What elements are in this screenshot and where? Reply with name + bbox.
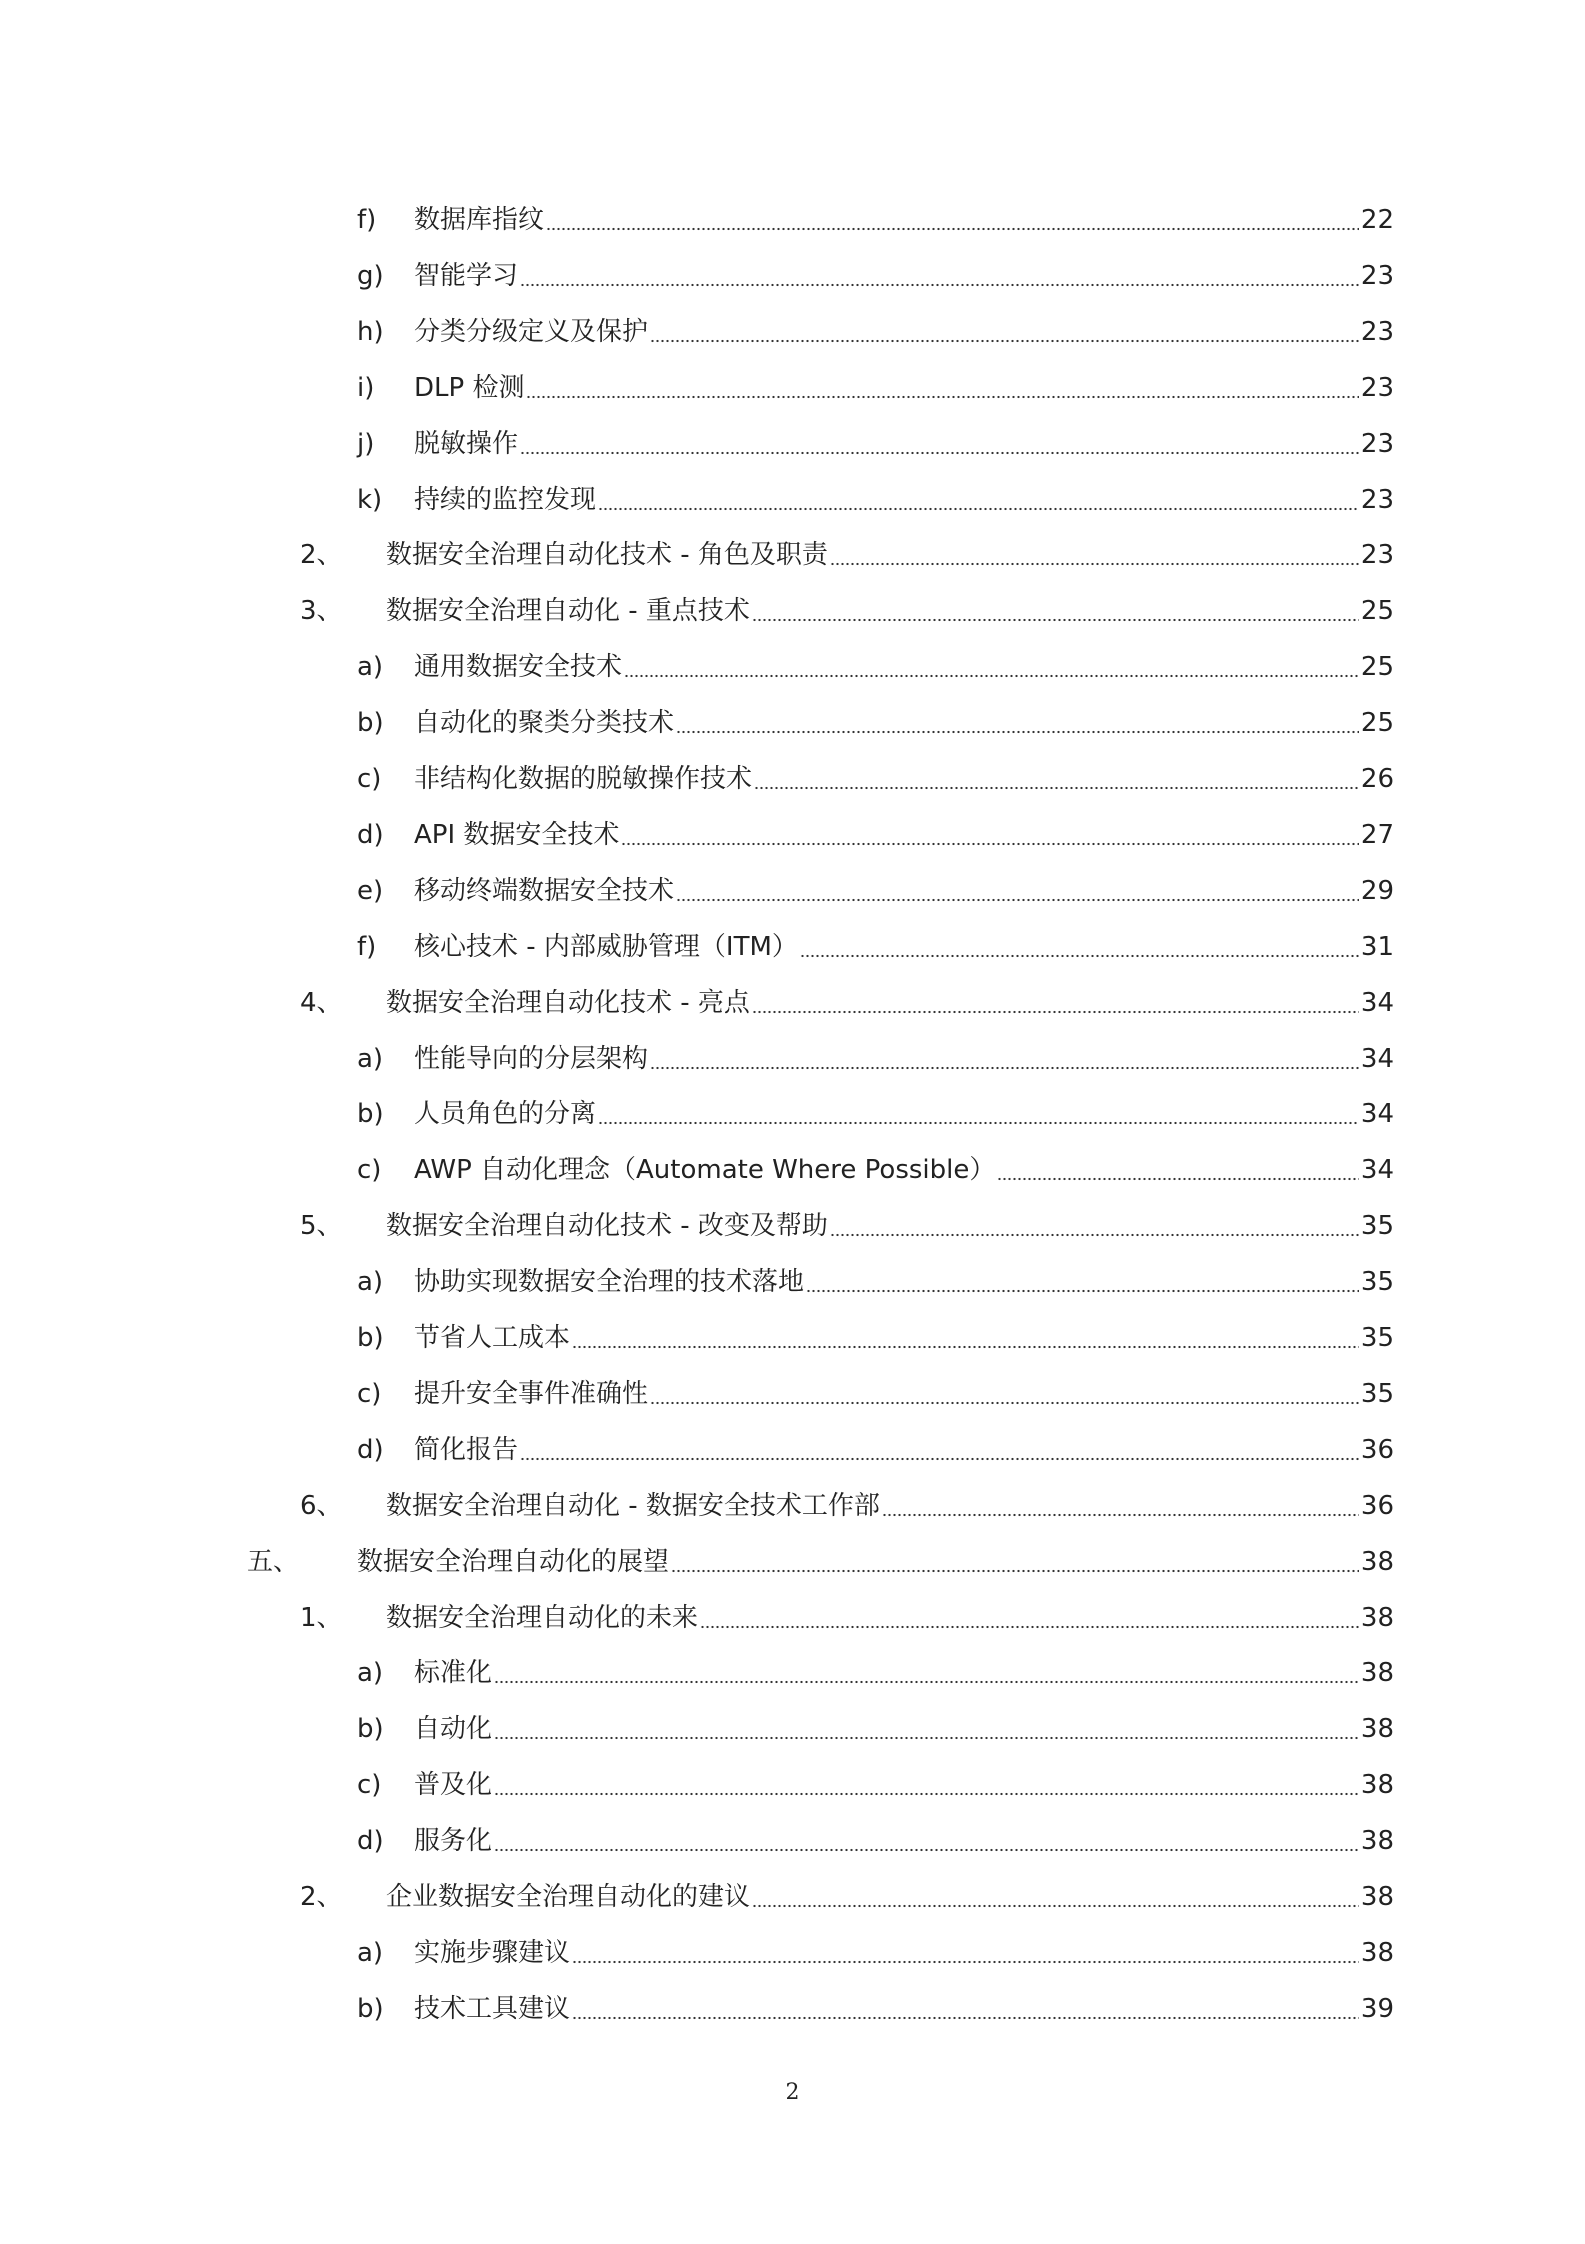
toc-entry-title: 数据安全治理自动化技术 - 亮点 bbox=[386, 987, 750, 1018]
toc-entry-page: 35 bbox=[1360, 1378, 1394, 1409]
toc-dot-leader bbox=[598, 1121, 1359, 1125]
toc-entry[interactable] bbox=[357, 1318, 1394, 1358]
toc-entry-number: b) bbox=[357, 1714, 384, 1745]
toc-entry-title: 数据安全治理自动化技术 - 改变及帮助 bbox=[386, 1211, 828, 1242]
toc-entry-number: c) bbox=[357, 1770, 382, 1801]
toc-entry-title: 实施步骤建议 bbox=[414, 1937, 571, 1968]
toc-entry-page: 26 bbox=[1360, 764, 1394, 794]
toc-entry-number: a) bbox=[357, 1658, 384, 1689]
toc-entry-page: 35 bbox=[1360, 1211, 1394, 1242]
toc-entry-page: 38 bbox=[1360, 1714, 1394, 1745]
toc-entry[interactable] bbox=[357, 1821, 1394, 1861]
toc-entry[interactable] bbox=[300, 535, 1394, 575]
toc-entry-page: 38 bbox=[1360, 1602, 1394, 1633]
toc-entry-page: 25 bbox=[1360, 652, 1394, 683]
toc-entry-title: 人员角色的分离 bbox=[414, 1099, 597, 1130]
toc-entry-page: 36 bbox=[1360, 1490, 1394, 1521]
toc-dot-leader bbox=[598, 507, 1359, 511]
toc-entry-page: 23 bbox=[1360, 260, 1394, 291]
toc-dot-leader bbox=[526, 395, 1358, 399]
toc-dot-leader bbox=[650, 339, 1359, 343]
toc-entry[interactable] bbox=[357, 1430, 1394, 1470]
toc-entry-number: f) bbox=[357, 931, 377, 962]
toc-entry-page: 34 bbox=[1360, 1043, 1394, 1074]
toc-entry-page: 23 bbox=[1360, 540, 1394, 571]
toc-dot-leader bbox=[494, 1848, 1359, 1852]
toc-entry-page: 34 bbox=[1360, 987, 1394, 1018]
toc-dot-leader bbox=[806, 1289, 1359, 1293]
toc-entry[interactable] bbox=[300, 591, 1394, 631]
toc-entry-page: 39 bbox=[1360, 1993, 1394, 2024]
toc-entry-number: 五、 bbox=[247, 1546, 300, 1577]
toc-entry-number: j) bbox=[357, 428, 375, 459]
toc-entry-page: 38 bbox=[1360, 1937, 1394, 1968]
toc-entry-number: 5、 bbox=[300, 1211, 343, 1242]
toc-entry-page: 34 bbox=[1360, 1099, 1394, 1130]
toc-entry-page: 27 bbox=[1360, 819, 1394, 850]
toc-entry-page: 23 bbox=[1360, 428, 1394, 459]
toc-entry-title: 数据安全治理自动化技术 - 角色及职责 bbox=[386, 540, 828, 571]
toc-dot-leader bbox=[572, 2016, 1359, 2020]
toc-entry-title: 非结构化数据的脱敏操作技术 bbox=[414, 764, 753, 794]
toc-entry-title: 技术工具建议 bbox=[414, 1993, 571, 2024]
toc-entry-number: b) bbox=[357, 1323, 384, 1353]
toc-entry[interactable] bbox=[357, 1262, 1394, 1302]
toc-entry[interactable] bbox=[357, 759, 1394, 799]
toc-entry-title: 协助实现数据安全治理的技术落地 bbox=[414, 1267, 805, 1298]
toc-entry-number: c) bbox=[357, 1155, 382, 1186]
toc-entry-title: DLP 检测 bbox=[414, 372, 525, 403]
toc-entry-number: g) bbox=[357, 260, 384, 291]
toc-entry-title: 简化报告 bbox=[414, 1434, 519, 1465]
toc-entry-number: h) bbox=[357, 316, 384, 347]
toc-entry[interactable] bbox=[357, 1709, 1394, 1749]
toc-entry-title: 核心技术 - 内部威胁管理（ITM） bbox=[414, 931, 798, 962]
toc-entry-title: 性能导向的分层架构 bbox=[414, 1043, 649, 1074]
toc-entry[interactable] bbox=[300, 1206, 1394, 1246]
toc-dot-leader bbox=[752, 1010, 1359, 1014]
toc-dot-leader bbox=[572, 1345, 1359, 1349]
toc-entry-page: 25 bbox=[1360, 596, 1394, 627]
toc-entry-number: d) bbox=[357, 1434, 384, 1465]
toc-entry-number: a) bbox=[357, 652, 384, 683]
toc-entry-number: a) bbox=[357, 1937, 384, 1968]
toc-dot-leader bbox=[671, 1569, 1359, 1573]
toc-dot-leader bbox=[572, 1960, 1359, 1964]
toc-dot-leader bbox=[997, 1177, 1359, 1181]
toc-dot-leader bbox=[494, 1792, 1359, 1796]
toc-entry[interactable] bbox=[357, 815, 1394, 855]
toc-entry-number: k) bbox=[357, 484, 383, 515]
toc-dot-leader bbox=[650, 1401, 1359, 1405]
toc-entry-number: d) bbox=[357, 1826, 384, 1857]
toc-entry-page: 29 bbox=[1360, 875, 1394, 906]
toc-dot-leader bbox=[621, 842, 1359, 846]
toc-dot-leader bbox=[800, 954, 1359, 958]
toc-entry[interactable] bbox=[357, 1039, 1394, 1079]
toc-entry-title: 自动化的聚类分类技术 bbox=[414, 708, 675, 739]
toc-dot-leader bbox=[520, 1457, 1359, 1461]
toc-entry[interactable] bbox=[357, 200, 1394, 240]
toc-entry-number: a) bbox=[357, 1267, 384, 1298]
toc-entry-page: 23 bbox=[1360, 484, 1394, 515]
toc-entry-title: AWP 自动化理念（Automate Where Possible） bbox=[414, 1155, 996, 1186]
toc-entry-number: c) bbox=[357, 764, 382, 794]
toc-entry-title: API 数据安全技术 bbox=[414, 819, 620, 850]
toc-entry-number: a) bbox=[357, 1043, 384, 1074]
toc-dot-leader bbox=[520, 451, 1359, 455]
toc-entry-number: i) bbox=[357, 372, 375, 403]
toc-entry-number: 3、 bbox=[300, 596, 343, 627]
toc-dot-leader bbox=[676, 898, 1359, 902]
toc-dot-leader bbox=[752, 1904, 1359, 1908]
toc-entry-page: 31 bbox=[1360, 931, 1394, 962]
toc-entry-page: 36 bbox=[1360, 1434, 1394, 1465]
toc-entry-number: 4、 bbox=[300, 987, 343, 1018]
toc-entry[interactable] bbox=[357, 927, 1394, 967]
toc-entry[interactable] bbox=[357, 480, 1394, 520]
toc-entry[interactable] bbox=[357, 1094, 1394, 1134]
toc-entry-title: 企业数据安全治理自动化的建议 bbox=[386, 1882, 751, 1912]
toc-entry-number: b) bbox=[357, 708, 384, 739]
toc-entry-number: 6、 bbox=[300, 1490, 343, 1521]
toc-entry-page: 38 bbox=[1360, 1770, 1394, 1801]
toc-entry-number: c) bbox=[357, 1378, 382, 1409]
toc-entry-page: 25 bbox=[1360, 708, 1394, 739]
toc-entry[interactable] bbox=[357, 1765, 1394, 1805]
toc-entry-number: b) bbox=[357, 1993, 384, 2024]
toc-entry-page: 38 bbox=[1360, 1882, 1394, 1912]
toc-dot-leader bbox=[752, 618, 1359, 622]
toc-dot-leader bbox=[494, 1736, 1359, 1740]
toc-entry-page: 23 bbox=[1360, 372, 1394, 403]
toc-entry-number: 2、 bbox=[300, 540, 343, 571]
toc-entry-title: 节省人工成本 bbox=[414, 1323, 571, 1353]
toc-entry-title: 自动化 bbox=[414, 1714, 493, 1745]
toc-entry-number: b) bbox=[357, 1099, 384, 1130]
toc-entry-number: 1、 bbox=[300, 1602, 343, 1633]
toc-dot-leader bbox=[754, 786, 1359, 790]
toc-entry-page: 38 bbox=[1360, 1658, 1394, 1689]
toc-entry-number: d) bbox=[357, 819, 384, 850]
toc-entry-page: 38 bbox=[1360, 1826, 1394, 1857]
toc-entry[interactable] bbox=[357, 1150, 1394, 1190]
toc-entry[interactable] bbox=[300, 1598, 1394, 1638]
toc-entry-page: 23 bbox=[1360, 316, 1394, 347]
toc-entry[interactable] bbox=[357, 1989, 1394, 2029]
toc-entry[interactable] bbox=[300, 1486, 1394, 1526]
toc-entry[interactable] bbox=[357, 312, 1394, 352]
toc-entry-title: 数据安全治理自动化 - 数据安全技术工作部 bbox=[386, 1490, 880, 1521]
toc-entry-page: 35 bbox=[1360, 1323, 1394, 1353]
toc-entry[interactable] bbox=[300, 983, 1394, 1023]
toc-entry[interactable] bbox=[357, 647, 1394, 687]
toc-entry-title: 普及化 bbox=[414, 1770, 493, 1801]
toc-entry-number: f) bbox=[357, 205, 377, 235]
toc-dot-leader bbox=[494, 1680, 1359, 1684]
toc-entry[interactable] bbox=[357, 368, 1394, 408]
toc-dot-leader bbox=[830, 1233, 1359, 1237]
toc-entry-page: 22 bbox=[1360, 205, 1394, 235]
toc-entry-title: 数据安全治理自动化的未来 bbox=[386, 1602, 699, 1633]
toc-entry-page: 35 bbox=[1360, 1267, 1394, 1298]
toc-dot-leader bbox=[650, 1066, 1359, 1070]
toc-entry-title: 数据安全治理自动化的展望 bbox=[357, 1546, 670, 1577]
toc-entry-title: 持续的监控发现 bbox=[414, 484, 597, 515]
toc-entry-title: 服务化 bbox=[414, 1826, 493, 1857]
toc-entry-title: 数据库指纹 bbox=[414, 205, 545, 235]
toc-entry-title: 智能学习 bbox=[414, 260, 519, 291]
toc-entry-title: 移动终端数据安全技术 bbox=[414, 875, 675, 906]
toc-entry[interactable] bbox=[247, 1542, 1394, 1582]
toc-entry[interactable] bbox=[357, 424, 1394, 464]
toc-dot-leader bbox=[546, 227, 1359, 231]
toc-entry-page: 34 bbox=[1360, 1155, 1394, 1186]
toc-dot-leader bbox=[520, 283, 1359, 287]
toc-entry[interactable] bbox=[357, 1933, 1394, 1973]
toc-entry[interactable] bbox=[357, 1653, 1394, 1693]
toc-entry-number: 2、 bbox=[300, 1882, 343, 1912]
toc-entry[interactable] bbox=[357, 871, 1394, 911]
toc-dot-leader bbox=[624, 674, 1359, 678]
toc-entry-title: 脱敏操作 bbox=[414, 428, 519, 459]
toc-dot-leader bbox=[676, 730, 1359, 734]
toc-entry[interactable] bbox=[300, 1877, 1394, 1917]
toc-entry-title: 提升安全事件准确性 bbox=[414, 1378, 649, 1409]
toc-entry-title: 分类分级定义及保护 bbox=[414, 316, 649, 347]
toc-entry-number: e) bbox=[357, 875, 384, 906]
toc-dot-leader bbox=[830, 562, 1359, 566]
toc-dot-leader bbox=[882, 1513, 1359, 1517]
toc-entry-title: 标准化 bbox=[414, 1658, 493, 1689]
toc-entry[interactable] bbox=[357, 256, 1394, 296]
toc-dot-leader bbox=[700, 1625, 1359, 1629]
toc-entry-title: 数据安全治理自动化 - 重点技术 bbox=[386, 596, 750, 627]
toc-entry-page: 38 bbox=[1360, 1546, 1394, 1577]
page-number: 2 bbox=[785, 2080, 800, 2105]
toc-entry[interactable] bbox=[357, 703, 1394, 743]
toc-entry[interactable] bbox=[357, 1374, 1394, 1414]
toc-entry-title: 通用数据安全技术 bbox=[414, 652, 623, 683]
